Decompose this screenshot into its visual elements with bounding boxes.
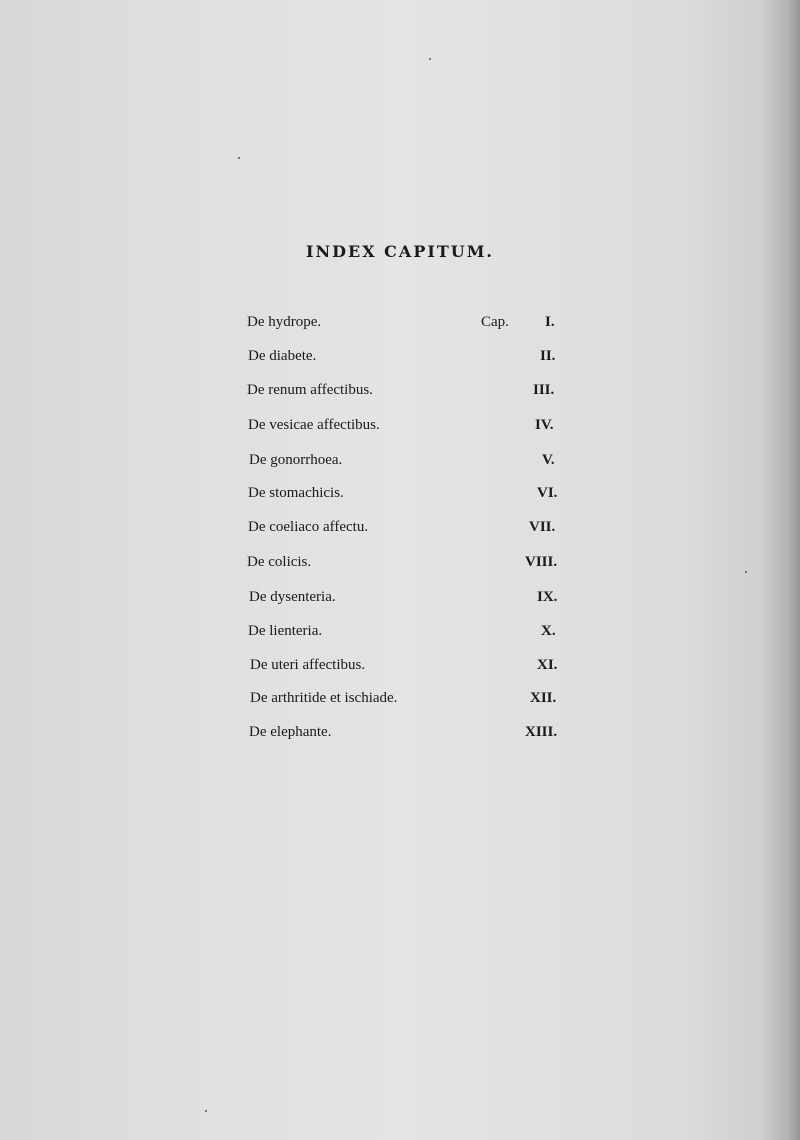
toc-entry-title: De dysenteria. [249, 589, 336, 605]
toc-entry-title: De coeliaco affectu. [248, 519, 369, 535]
toc-entry [0, 623, 800, 647]
cap-label: Cap. [481, 314, 509, 330]
toc-entry-title: De diabete. [248, 348, 317, 364]
paper-speck [745, 571, 747, 573]
toc-entry [0, 724, 800, 748]
toc-entry-title: De arthritide et ischiade. [250, 690, 398, 706]
toc-entry-title: De colicis. [247, 554, 312, 570]
toc-entry-numeral: II. [540, 348, 556, 364]
toc-entry-numeral: VI. [537, 485, 558, 501]
toc-entry-numeral: IX. [537, 589, 558, 605]
toc-entry-title: De stomachicis. [248, 485, 344, 501]
toc-entry [0, 417, 800, 441]
toc-entry-title: De uteri affectibus. [250, 657, 366, 673]
toc-entry [0, 554, 800, 578]
index-title: INDEX CAPITUM. [306, 242, 494, 261]
toc-entry [0, 657, 800, 681]
toc-entry-numeral: III. [533, 382, 555, 398]
toc-entry-title: De elephante. [249, 724, 332, 740]
toc-entry [0, 348, 800, 372]
toc-entry [0, 452, 800, 476]
toc-entry-numeral: XI. [537, 657, 558, 673]
toc-entry-numeral: X. [541, 623, 556, 639]
toc-entry-numeral: XII. [530, 690, 557, 706]
toc-entry [0, 690, 800, 714]
paper-speck [205, 1110, 207, 1112]
toc-entry [0, 589, 800, 613]
paper-speck [238, 157, 240, 159]
toc-entry-numeral: IV. [535, 417, 554, 433]
toc-entry-numeral: I. [545, 314, 555, 330]
toc-entry-title: De hydrope. [247, 314, 322, 330]
toc-entry-title: De lienteria. [248, 623, 323, 639]
toc-entry-numeral: V. [542, 452, 555, 468]
toc-entry-title: De gonorrhoea. [249, 452, 343, 468]
toc-entry [0, 314, 800, 338]
toc-entry [0, 382, 800, 406]
toc-entry-title: De vesicae affectibus. [248, 417, 380, 433]
toc-entry-numeral: XIII. [525, 724, 558, 740]
toc-entry [0, 485, 800, 509]
toc-entry-numeral: VII. [529, 519, 556, 535]
toc-entry-title: De renum affectibus. [247, 382, 373, 398]
paper-speck [429, 58, 431, 60]
toc-entry-numeral: VIII. [525, 554, 558, 570]
toc-entry [0, 519, 800, 543]
